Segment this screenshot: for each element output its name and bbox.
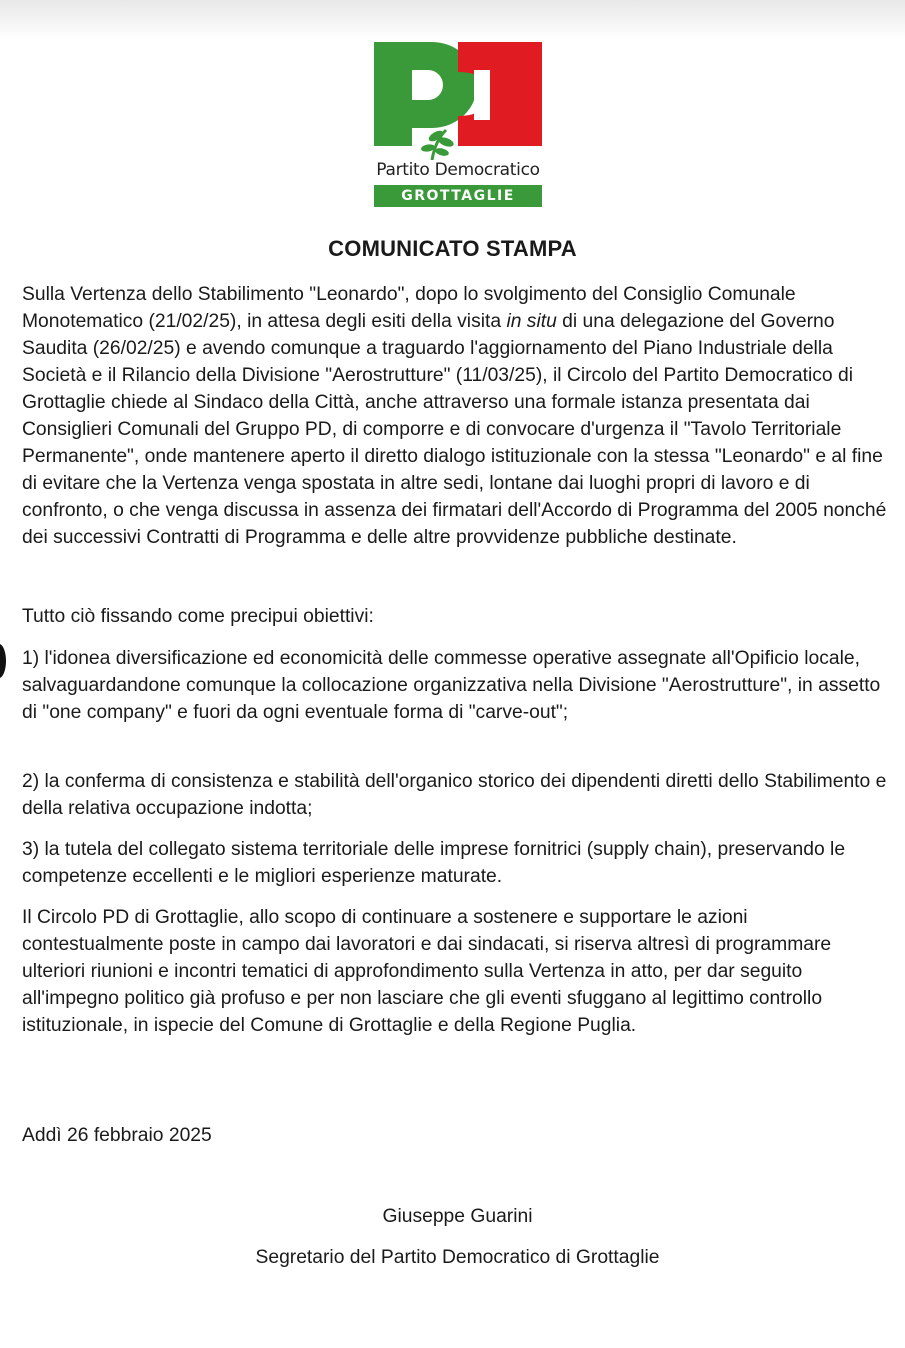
pd-logo [372,42,544,208]
date-line: Addì 26 febbraio 2025 [22,1125,212,1146]
objective-1: 1) l'idonea diversificazione ed economicità delle commesse operative assegnate all'Opificio locale, salvaguardandone comunque la collocazione organizzativa nella Divisione "Aerostrutture", in assetto di "one company" e fuori da ogni eventuale forma di "carve-out"; [22,648,881,723]
objectives-intro: Tutto ciò fissando come precipui obiettivi: [22,606,374,627]
closing-paragraph: Il Circolo PD di Grottaglie, allo scopo di continuare a sostenere e supportare le azioni contestualmente poste in campo dai lavoratori e dai sindacati, si riserva altresì di programmare ulteriori riunioni e incontri tematici di approfondimento sulla Vertenza in atto, per dar seguito all'impegno politico già profuso e per non lasciare che gli eventi sfuggano al legittimo controllo istituzionale, in ispecie del Comune di Grottaglie e della Regione Puglia. [22,907,832,1036]
objective-3: 3) la tutela del collegato sistema territoriale delle imprese fornitrici (supply chain), preservando le competenze eccellenti e le migliori esperienze maturate. [22,839,846,887]
top-shadow [0,0,905,40]
logo-city-band: GROTTAGLIE [374,185,542,207]
intro-text-b: di una delegazione del Governo Saudita (26/02/25) e avendo comunque a traguardo l'aggiornamento del Piano Industriale della Società e il Rilancio della Divisione "Aerostrutture" (11/03/25), il Circolo del Partito Democratico di Grottaglie chiede al Sindaco della Città, anche attraverso una formale istanza presentata dai Consiglieri Comunali del Gruppo PD, di comporre e di convocare d'urgenza il "Tavolo Territoriale Permanente", onde mantenere aperto il diretto dialogo istituzionale con la stessa "Leonardo" e al fine di evitare che la Vertenza venga spostata in altre sedi, lontane dai luoghi propri di lavoro e di confronto, o che venga discussa in assenza dei firmatari dell'Accordo di Programma del 2005 nonché dei successivi Contratti di Programma e delle altre provvidenze pubbliche destinate. [22,311,887,548]
intro-text-a: Sulla Vertenza dello Stabilimento "Leonardo", dopo lo svolgimento del Consiglio Comunale Monotematico (21/02/25), in attesa degli esiti della visita [22,284,796,332]
logo-party-name: Partito Democratico [376,160,540,180]
edge-dot [0,644,6,678]
intro-paragraph [22,281,892,551]
intro-italic: in situ [506,311,557,332]
objective-2: 2) la conferma di consistenza e stabilità dell'organico storico dei dipendenti diretti dello Stabilimento e della relativa occupazione indotta; [22,771,887,819]
signer-name: Giuseppe Guarini [382,1206,533,1227]
page-title: COMUNICATO STAMPA [328,236,577,261]
pd-logo-mark [372,42,544,160]
signer-role: Segretario del Partito Democratico di Grottaglie [255,1247,660,1268]
